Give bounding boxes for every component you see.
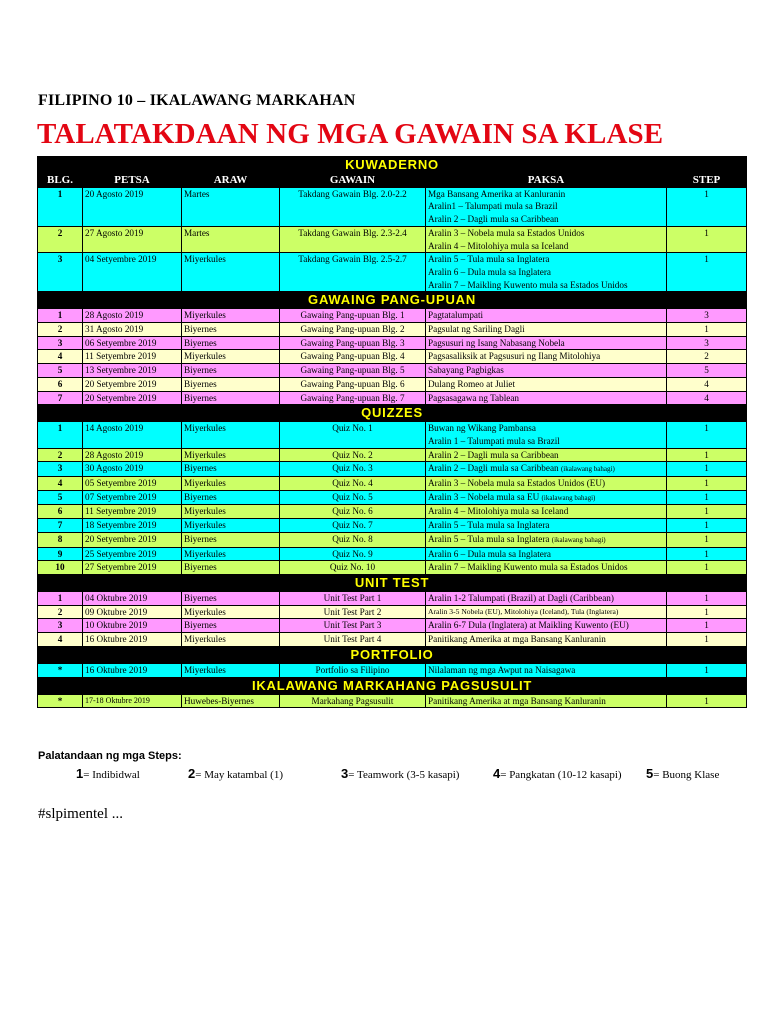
table-row — [38, 422, 747, 448]
legend-step-text: = Teamwork (3-5 kasapi) — [348, 769, 460, 781]
row-number: 6 — [38, 505, 83, 519]
topic-line: Pagsusuri ng Isang Nabasang Nobela — [428, 337, 565, 348]
row-step: 1 — [667, 561, 747, 575]
row-step: 5 — [667, 364, 747, 378]
row-date: 11 Setyembre 2019 — [83, 350, 182, 364]
row-day: Biyernes — [182, 336, 280, 350]
table-row — [38, 547, 747, 561]
row-day: Miyerkules — [182, 505, 280, 519]
table-row — [38, 694, 747, 708]
row-day: Miyerkules — [182, 633, 280, 647]
table-row — [38, 663, 747, 677]
legend-item — [493, 766, 622, 781]
row-date: 28 Agosto 2019 — [83, 448, 182, 462]
column-header: PETSA — [83, 174, 182, 188]
row-step: 1 — [667, 633, 747, 647]
row-topic — [426, 633, 667, 647]
row-topic — [426, 505, 667, 519]
topic-line: Pagsasaliksik at Pagsusuri ng Ilang Mitolohiya — [428, 351, 601, 362]
row-topic — [426, 448, 667, 462]
topic-line: Panitikang Amerika at mga Bansang Kanluranin — [428, 634, 606, 645]
row-number: * — [38, 663, 83, 677]
row-step: 1 — [667, 605, 747, 619]
topic-line: Aralin1 – Talumpati mula sa Brazil — [428, 201, 558, 212]
topic-line — [428, 533, 664, 547]
row-number: 10 — [38, 561, 83, 575]
row-date: 18 Setyembre 2019 — [83, 519, 182, 533]
row-day: Biyernes — [182, 364, 280, 378]
table-row — [38, 505, 747, 519]
row-date: 17-18 Oktubre 2019 — [83, 694, 182, 708]
table-row — [38, 309, 747, 323]
row-topic — [426, 336, 667, 350]
section-title: QUIZZES — [38, 405, 747, 422]
row-day: Biyernes — [182, 462, 280, 477]
row-number: 3 — [38, 619, 83, 633]
row-day: Biyernes — [182, 490, 280, 505]
topic-line: Nilalaman ng mga Awput na Naisagawa — [428, 664, 576, 675]
row-activity: Takdang Gawain Blg. 2.5-2.7 — [280, 253, 426, 292]
section-header — [38, 677, 747, 694]
row-number: 1 — [38, 422, 83, 448]
row-activity: Gawaing Pang-upuan Blg. 7 — [280, 391, 426, 405]
section-header — [38, 405, 747, 422]
row-step: 4 — [667, 391, 747, 405]
row-date: 25 Setyembre 2019 — [83, 547, 182, 561]
section-title: UNIT TEST — [38, 574, 747, 591]
row-activity: Gawaing Pang-upuan Blg. 3 — [280, 336, 426, 350]
topic-line: Aralin 5 – Tula mula sa Inglatera — [428, 520, 550, 531]
topic-note: (ikalawang bahagi) — [541, 493, 596, 502]
row-activity: Takdang Gawain Blg. 2.0-2.2 — [280, 187, 426, 226]
row-topic — [426, 462, 667, 477]
topic-line: Sabayang Pagbigkas — [428, 365, 504, 376]
column-header: GAWAIN — [280, 174, 426, 188]
row-day: Biyernes — [182, 391, 280, 405]
row-day: Biyernes — [182, 561, 280, 575]
row-day: Miyerkules — [182, 605, 280, 619]
row-topic — [426, 694, 667, 708]
topic-text: Aralin 5 – Tula mula sa Inglatera — [428, 533, 550, 544]
row-date: 11 Setyembre 2019 — [83, 505, 182, 519]
legend-item — [646, 766, 719, 781]
footer-tag: #slpimentel ... — [38, 806, 123, 822]
row-topic — [426, 323, 667, 337]
topic-line — [428, 462, 664, 476]
row-number: 1 — [38, 591, 83, 605]
schedule-body — [38, 157, 747, 708]
table-row — [38, 477, 747, 491]
legend-step-text: = Buong Klase — [653, 769, 720, 781]
row-activity: Quiz No. 4 — [280, 477, 426, 491]
table-row — [38, 462, 747, 477]
table-row — [38, 532, 747, 547]
row-topic — [426, 187, 667, 226]
row-activity: Quiz No. 7 — [280, 519, 426, 533]
table-row — [38, 448, 747, 462]
column-header-row — [38, 174, 747, 188]
table-row — [38, 591, 747, 605]
row-number: * — [38, 694, 83, 708]
row-step: 1 — [667, 323, 747, 337]
row-activity: Portfolio sa Filipino — [280, 663, 426, 677]
legend-step-number: 2 — [188, 766, 196, 781]
topic-line: Aralin 2 – Dagli mula sa Caribbean — [428, 449, 559, 460]
legend-item — [341, 766, 459, 781]
row-number: 6 — [38, 377, 83, 391]
row-number: 4 — [38, 350, 83, 364]
row-day: Martes — [182, 226, 280, 252]
row-day: Miyerkules — [182, 422, 280, 448]
row-step: 1 — [667, 663, 747, 677]
row-number: 5 — [38, 490, 83, 505]
row-number: 7 — [38, 391, 83, 405]
row-date: 28 Agosto 2019 — [83, 309, 182, 323]
topic-line: Pagtatalumpati — [428, 310, 484, 321]
row-activity: Quiz No. 6 — [280, 505, 426, 519]
row-day: Martes — [182, 187, 280, 226]
row-date: 20 Setyembre 2019 — [83, 532, 182, 547]
topic-line: Aralin 4 – Mitolohiya mula sa Iceland — [428, 506, 569, 517]
row-step: 3 — [667, 309, 747, 323]
topic-text: Aralin 3 – Nobela mula sa EU — [428, 491, 540, 502]
row-topic — [426, 391, 667, 405]
table-row — [38, 336, 747, 350]
row-activity: Quiz No. 3 — [280, 462, 426, 477]
table-row — [38, 364, 747, 378]
row-day: Biyernes — [182, 619, 280, 633]
topic-line: Pagsasagawa ng Tablean — [428, 392, 520, 403]
row-step: 4 — [667, 377, 747, 391]
row-number: 1 — [38, 187, 83, 226]
table-row — [38, 253, 747, 292]
row-day: Huwebes-Biyernes — [182, 694, 280, 708]
row-date: 14 Agosto 2019 — [83, 422, 182, 448]
row-number: 4 — [38, 633, 83, 647]
row-number: 3 — [38, 253, 83, 292]
row-date: 16 Oktubre 2019 — [83, 633, 182, 647]
table-row — [38, 226, 747, 252]
table-row — [38, 187, 747, 226]
topic-line: Panitikang Amerika at mga Bansang Kanluranin — [428, 695, 606, 706]
section-title: GAWAING PANG-UPUAN — [38, 292, 747, 309]
row-step: 1 — [667, 619, 747, 633]
table-row — [38, 605, 747, 619]
row-number: 4 — [38, 477, 83, 491]
row-day: Biyernes — [182, 532, 280, 547]
row-day: Miyerkules — [182, 477, 280, 491]
topic-line: Dulang Romeo at Juliet — [428, 378, 516, 389]
row-date: 27 Setyembre 2019 — [83, 561, 182, 575]
row-step: 1 — [667, 591, 747, 605]
topic-line: Aralin 5 – Tula mula sa Inglatera — [428, 254, 550, 265]
section-title: KUWADERNO — [38, 157, 747, 174]
row-number: 8 — [38, 532, 83, 547]
row-topic — [426, 561, 667, 575]
row-date: 27 Agosto 2019 — [83, 226, 182, 252]
row-day: Biyernes — [182, 377, 280, 391]
row-day: Miyerkules — [182, 547, 280, 561]
schedule-table — [37, 156, 747, 708]
row-day: Biyernes — [182, 323, 280, 337]
topic-note: (ikalawang bahagi) — [551, 535, 606, 544]
section-title: IKALAWANG MARKAHANG PAGSUSULIT — [38, 677, 747, 694]
page-subtitle: FILIPINO 10 – IKALAWANG MARKAHAN — [38, 92, 356, 109]
row-step: 1 — [667, 187, 747, 226]
section-header — [38, 292, 747, 309]
topic-line: Aralin 1 – Talumpati mula sa Brazil — [428, 435, 560, 446]
row-topic — [426, 477, 667, 491]
row-step: 1 — [667, 462, 747, 477]
row-date: 20 Agosto 2019 — [83, 187, 182, 226]
row-activity: Gawaing Pang-upuan Blg. 6 — [280, 377, 426, 391]
legend-step-text: = Pangkatan (10-12 kasapi) — [500, 769, 622, 781]
row-activity: Quiz No. 10 — [280, 561, 426, 575]
topic-line: Aralin 2 – Dagli mula sa Caribbean — [428, 214, 559, 225]
row-topic — [426, 364, 667, 378]
row-activity: Quiz No. 8 — [280, 532, 426, 547]
row-topic — [426, 605, 667, 619]
row-topic — [426, 226, 667, 252]
row-step: 1 — [667, 253, 747, 292]
row-day: Miyerkules — [182, 309, 280, 323]
row-activity: Markahang Pagsusulit — [280, 694, 426, 708]
row-topic — [426, 663, 667, 677]
topic-line: Aralin 6 – Dula mula sa Inglatera — [428, 266, 551, 277]
row-step: 1 — [667, 448, 747, 462]
topic-line: Mga Bansang Amerika at Kanluranin — [428, 188, 566, 199]
row-step: 1 — [667, 422, 747, 448]
row-activity: Quiz No. 1 — [280, 422, 426, 448]
topic-line: Aralin 3 – Nobela mula sa Estados Unidos (EU) — [428, 478, 606, 489]
row-date: 10 Oktubre 2019 — [83, 619, 182, 633]
row-date: 04 Setyembre 2019 — [83, 253, 182, 292]
row-date: 07 Setyembre 2019 — [83, 490, 182, 505]
row-step: 1 — [667, 547, 747, 561]
row-step: 1 — [667, 519, 747, 533]
row-date: 20 Setyembre 2019 — [83, 391, 182, 405]
topic-line: Pagsulat ng Sariling Dagli — [428, 324, 525, 335]
row-number: 5 — [38, 364, 83, 378]
table-row — [38, 619, 747, 633]
page-title: TALATAKDAAN NG MGA GAWAIN SA KLASE — [37, 118, 664, 150]
topic-line: Aralin 3 – Nobela mula sa Estados Unidos — [428, 227, 585, 238]
column-header: PAKSA — [426, 174, 667, 188]
row-number: 2 — [38, 605, 83, 619]
row-topic — [426, 547, 667, 561]
row-step: 1 — [667, 694, 747, 708]
row-topic — [426, 519, 667, 533]
row-topic — [426, 253, 667, 292]
topic-line: Aralin 6-7 Dula (Inglatera) at Maikling Kuwento (EU) — [428, 620, 629, 631]
row-activity: Unit Test Part 4 — [280, 633, 426, 647]
topic-line: Aralin 4 – Mitolohiya mula sa Iceland — [428, 240, 569, 251]
row-day: Miyerkules — [182, 448, 280, 462]
row-number: 2 — [38, 323, 83, 337]
row-activity: Unit Test Part 3 — [280, 619, 426, 633]
row-activity: Unit Test Part 2 — [280, 605, 426, 619]
table-row — [38, 633, 747, 647]
row-activity: Unit Test Part 1 — [280, 591, 426, 605]
row-date: 09 Oktubre 2019 — [83, 605, 182, 619]
row-step: 1 — [667, 505, 747, 519]
row-activity: Gawaing Pang-upuan Blg. 5 — [280, 364, 426, 378]
legend-step-number: 4 — [493, 766, 501, 781]
row-date: 16 Oktubre 2019 — [83, 663, 182, 677]
row-step: 1 — [667, 490, 747, 505]
row-number: 2 — [38, 448, 83, 462]
topic-line: Aralin 7 – Maikling Kuwento mula sa Estados Unidos — [428, 562, 628, 573]
column-header: ARAW — [182, 174, 280, 188]
row-topic — [426, 591, 667, 605]
row-topic — [426, 422, 667, 448]
row-activity: Takdang Gawain Blg. 2.3-2.4 — [280, 226, 426, 252]
column-header: BLG. — [38, 174, 83, 188]
row-activity: Gawaing Pang-upuan Blg. 2 — [280, 323, 426, 337]
row-activity: Gawaing Pang-upuan Blg. 1 — [280, 309, 426, 323]
row-number: 3 — [38, 462, 83, 477]
section-title: PORTFOLIO — [38, 646, 747, 663]
topic-line: Aralin 7 – Maikling Kuwento mula sa Estados Unidos — [428, 279, 628, 290]
row-day: Miyerkules — [182, 253, 280, 292]
row-number: 1 — [38, 309, 83, 323]
row-activity: Quiz No. 2 — [280, 448, 426, 462]
row-date: 06 Setyembre 2019 — [83, 336, 182, 350]
row-activity: Gawaing Pang-upuan Blg. 4 — [280, 350, 426, 364]
row-day: Miyerkules — [182, 663, 280, 677]
section-header — [38, 574, 747, 591]
row-topic — [426, 532, 667, 547]
table-row — [38, 377, 747, 391]
section-header — [38, 646, 747, 663]
table-row — [38, 350, 747, 364]
row-activity: Quiz No. 5 — [280, 490, 426, 505]
legend-step-text: = May katambal (1) — [195, 769, 283, 781]
table-row — [38, 323, 747, 337]
row-date: 30 Agosto 2019 — [83, 462, 182, 477]
row-number: 3 — [38, 336, 83, 350]
legend-item — [188, 766, 283, 781]
row-day: Miyerkules — [182, 519, 280, 533]
topic-line: Aralin 6 – Dula mula sa Inglatera — [428, 548, 551, 559]
row-topic — [426, 619, 667, 633]
row-step: 1 — [667, 477, 747, 491]
legend-title: Palatandaan ng mga Steps: — [38, 750, 182, 762]
row-activity: Quiz No. 9 — [280, 547, 426, 561]
row-topic — [426, 377, 667, 391]
row-date: 05 Setyembre 2019 — [83, 477, 182, 491]
section-header — [38, 157, 747, 174]
table-row — [38, 561, 747, 575]
topic-line: Aralin 1-2 Talumpati (Brazil) at Dagli (Caribbean) — [428, 592, 614, 603]
row-number: 9 — [38, 547, 83, 561]
row-date: 13 Setyembre 2019 — [83, 364, 182, 378]
row-step: 3 — [667, 336, 747, 350]
topic-note: (ikalawang bahagi) — [560, 465, 615, 474]
row-date: 20 Setyembre 2019 — [83, 377, 182, 391]
row-topic — [426, 309, 667, 323]
legend-step-text: = Indibidwal — [83, 769, 140, 781]
topic-line: Buwan ng Wikang Pambansa — [428, 423, 536, 434]
legend-item — [76, 766, 140, 781]
row-step: 2 — [667, 350, 747, 364]
topic-line — [428, 491, 664, 505]
row-date: 04 Oktubre 2019 — [83, 591, 182, 605]
row-number: 2 — [38, 226, 83, 252]
legend-step-number: 5 — [646, 766, 654, 781]
column-header: STEP — [667, 174, 747, 188]
table-row — [38, 490, 747, 505]
topic-text: Aralin 2 – Dagli mula sa Caribbean — [428, 463, 559, 474]
row-topic — [426, 490, 667, 505]
row-day: Biyernes — [182, 591, 280, 605]
row-step: 1 — [667, 226, 747, 252]
row-step: 1 — [667, 532, 747, 547]
topic-line: Aralin 3-5 Nobela (EU), Mitolohiya (Iceland), Tula (Inglatera) — [428, 606, 619, 616]
row-number: 7 — [38, 519, 83, 533]
row-day: Miyerkules — [182, 350, 280, 364]
table-row — [38, 519, 747, 533]
row-topic — [426, 350, 667, 364]
table-row — [38, 391, 747, 405]
row-date: 31 Agosto 2019 — [83, 323, 182, 337]
legend-step-number: 1 — [76, 766, 84, 781]
legend-step-number: 3 — [341, 766, 349, 781]
